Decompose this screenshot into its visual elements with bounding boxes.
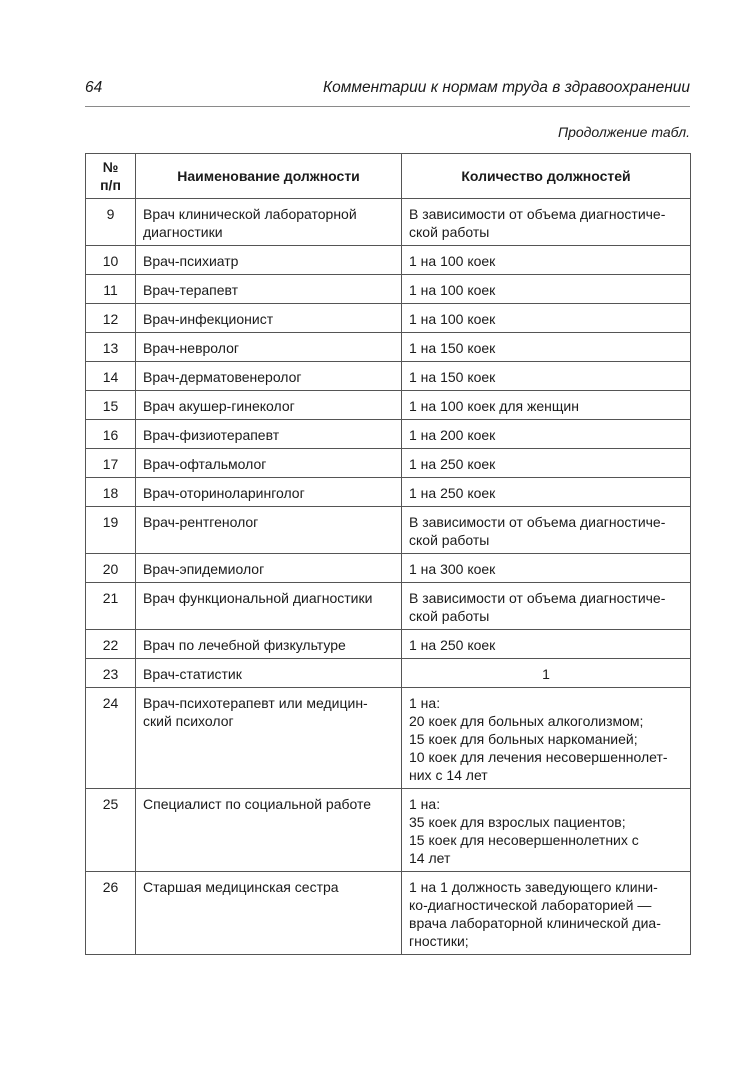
row-number: 10 [86,246,136,275]
position-name: Врач-психотерапевт или медицин- ский психолог [136,688,402,789]
position-name: Врач-терапевт [136,275,402,304]
running-title: Комментарии к нормам труда в здравоохранении [323,79,690,96]
position-name: Специалист по социальной работе [136,789,402,872]
position-name: Старшая медицинская сестра [136,872,402,955]
position-count: 1 на 1 должность заведующего клини- ко-диагностической лабораторией — врача лабораторной клинической диа- гностики; [402,872,691,955]
position-name: Врач-психиатр [136,246,402,275]
position-count: 1 на 150 коек [402,362,691,391]
row-number: 15 [86,391,136,420]
table-row [86,659,691,688]
position-name: Врач функциональной диагностики [136,583,402,630]
table-row [86,688,691,789]
row-number: 20 [86,554,136,583]
table-row [86,583,691,630]
position-count: 1 на 250 коек [402,478,691,507]
position-count: В зависимости от объема диагностиче- ской работы [402,583,691,630]
table-row [86,507,691,554]
column-header-number: № п/п [86,154,136,199]
page-number: 64 [85,79,103,96]
row-number: 26 [86,872,136,955]
row-number: 13 [86,333,136,362]
table-row [86,275,691,304]
position-name: Врач-эпидемиолог [136,554,402,583]
row-number: 21 [86,583,136,630]
position-name: Врач клинической лабораторной диагностики [136,199,402,246]
position-name: Врач-статистик [136,659,402,688]
staffing-norms-table [85,153,691,955]
row-number: 18 [86,478,136,507]
table-body [86,199,691,955]
position-count: 1 на 100 коек [402,304,691,333]
header-divider [85,106,690,107]
table-row [86,449,691,478]
row-number: 12 [86,304,136,333]
table-continuation-note: Продолжение табл. [557,124,690,140]
column-header-position: Наименование должности [136,154,402,199]
table-row [86,199,691,246]
row-number: 14 [86,362,136,391]
position-name: Врач-рентгенолог [136,507,402,554]
position-count: 1 на: 20 коек для больных алкоголизмом; 15 коек для больных наркоманией; 10 коек для лечения несовершеннолет- них с 14 лет [402,688,691,789]
position-count: 1 на 300 коек [402,554,691,583]
row-number: 17 [86,449,136,478]
row-number: 9 [86,199,136,246]
position-count: 1 на 100 коек [402,275,691,304]
position-count: 1 на: 35 коек для взрослых пациентов; 15 коек для несовершеннолетних с 14 лет [402,789,691,872]
position-count: 1 на 100 коек [402,246,691,275]
position-count: 1 на 250 коек [402,630,691,659]
table-row [86,304,691,333]
position-name: Врач-невролог [136,333,402,362]
row-number: 11 [86,275,136,304]
position-name: Врач по лечебной физкультуре [136,630,402,659]
table-row [86,420,691,449]
row-number: 24 [86,688,136,789]
position-name: Врач-инфекционист [136,304,402,333]
table-row [86,333,691,362]
table-row [86,391,691,420]
position-count: В зависимости от объема диагностиче- ской работы [402,199,691,246]
position-name: Врач-оториноларинголог [136,478,402,507]
table-row [86,630,691,659]
row-number: 19 [86,507,136,554]
table-row [86,554,691,583]
table-row [86,789,691,872]
table-row [86,872,691,955]
position-count: В зависимости от объема диагностиче- ской работы [402,507,691,554]
position-count: 1 на 200 коек [402,420,691,449]
table-row [86,362,691,391]
position-name: Врач-дерматовенеролог [136,362,402,391]
row-number: 22 [86,630,136,659]
page-header [85,76,690,100]
row-number: 23 [86,659,136,688]
row-number: 25 [86,789,136,872]
position-name: Врач-офтальмолог [136,449,402,478]
column-header-count: Количество должностей [402,154,691,199]
table-row [86,478,691,507]
position-name: Врач акушер-гинеколог [136,391,402,420]
table-header-row [86,154,691,199]
position-name: Врач-физиотерапевт [136,420,402,449]
position-count: 1 [402,659,691,688]
table-row [86,246,691,275]
position-count: 1 на 100 коек для женщин [402,391,691,420]
position-count: 1 на 250 коек [402,449,691,478]
position-count: 1 на 150 коек [402,333,691,362]
row-number: 16 [86,420,136,449]
